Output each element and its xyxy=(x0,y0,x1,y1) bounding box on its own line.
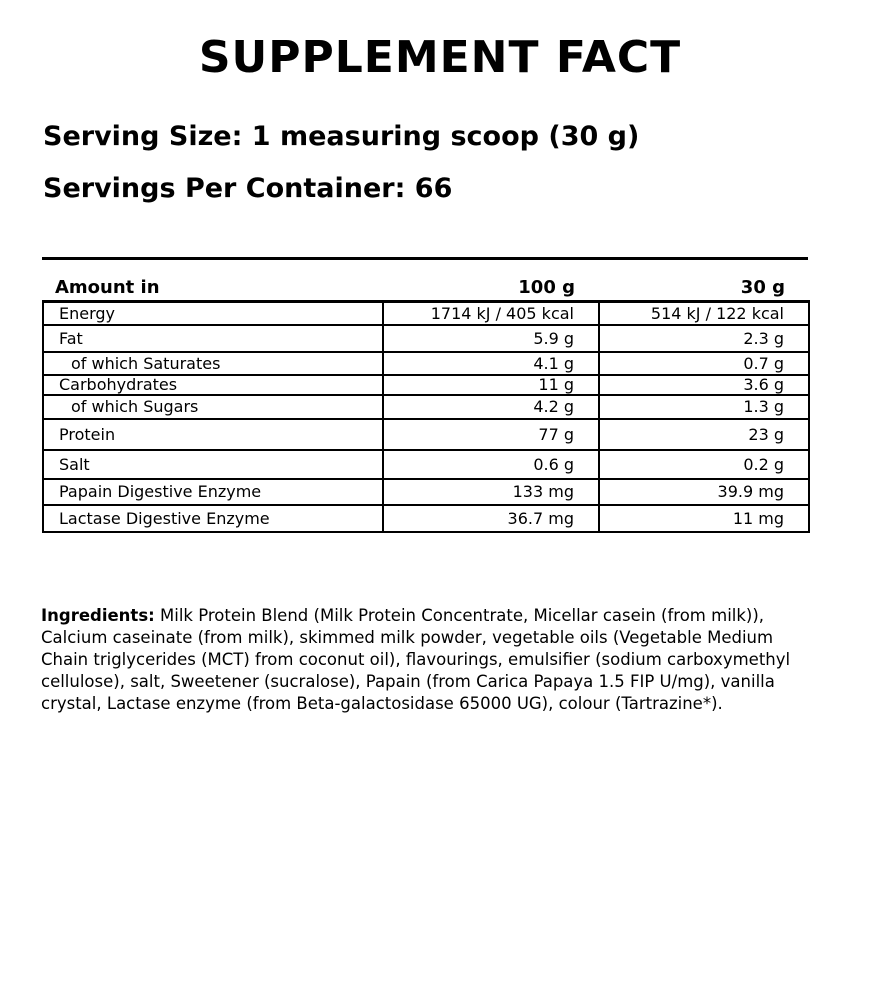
servings-per-container: Servings Per Container: 66 xyxy=(43,173,453,204)
ingredients-paragraph xyxy=(41,605,816,715)
table-row xyxy=(43,479,809,505)
row-label: Lactase Digestive Enzyme xyxy=(43,505,383,532)
row-value-per-30g: 23 g xyxy=(599,419,809,450)
ingredients-text: Milk Protein Blend (Milk Protein Concentrate, Micellar casein (from milk)), Calcium caseinate (from milk), skimmed milk powder, vegetable oils (Vegetable Medium Chain triglycerides (MCT) from coconut oil), flavourings, emulsifier (sodium carboxymethyl cellulose), salt, Sweetener (sucralose), Papain (from Carica Papaya 1.5 FIP U/mg), vanilla crystal, Lactase enzyme (from Beta-galactosidase 65000 UG), colour (Tartrazine*). xyxy=(41,606,791,713)
row-value-per-30g: 11 mg xyxy=(599,505,809,532)
table-row xyxy=(43,450,809,479)
row-label: of which Saturates xyxy=(43,352,383,375)
row-value-per-100g: 77 g xyxy=(383,419,599,450)
row-value-per-100g: 4.2 g xyxy=(383,395,599,419)
row-value-per-100g: 5.9 g xyxy=(383,325,599,352)
ingredients-label: Ingredients: xyxy=(41,606,155,625)
row-label: Fat xyxy=(43,325,383,352)
table-row xyxy=(43,395,809,419)
table-row xyxy=(43,505,809,532)
row-value-per-100g: 0.6 g xyxy=(383,450,599,479)
nutrition-table-container xyxy=(42,257,808,533)
row-value-per-100g: 11 g xyxy=(383,375,599,395)
header-per-100g: 100 g xyxy=(383,260,599,302)
header-per-30g: 30 g xyxy=(599,260,809,302)
row-label: of which Sugars xyxy=(43,395,383,419)
row-value-per-100g: 36.7 mg xyxy=(383,505,599,532)
table-row xyxy=(43,325,809,352)
row-label: Protein xyxy=(43,419,383,450)
page-title: SUPPLEMENT FACT xyxy=(198,32,682,83)
row-value-per-30g: 514 kJ / 122 kcal xyxy=(599,302,809,326)
row-value-per-100g: 133 mg xyxy=(383,479,599,505)
serving-size: Serving Size: 1 measuring scoop (30 g) xyxy=(43,121,640,152)
row-value-per-30g: 0.2 g xyxy=(599,450,809,479)
row-value-per-30g: 1.3 g xyxy=(599,395,809,419)
row-value-per-30g: 2.3 g xyxy=(599,325,809,352)
table-row xyxy=(43,375,809,395)
table-row xyxy=(43,352,809,375)
nutrition-table xyxy=(42,260,810,533)
table-row xyxy=(43,419,809,450)
row-label: Carbohydrates xyxy=(43,375,383,395)
table-row xyxy=(43,302,809,326)
row-value-per-30g: 39.9 mg xyxy=(599,479,809,505)
row-value-per-100g: 1714 kJ / 405 kcal xyxy=(383,302,599,326)
row-label: Energy xyxy=(43,302,383,326)
header-amount-in: Amount in xyxy=(43,260,383,302)
row-label: Papain Digestive Enzyme xyxy=(43,479,383,505)
row-value-per-30g: 3.6 g xyxy=(599,375,809,395)
row-value-per-100g: 4.1 g xyxy=(383,352,599,375)
row-value-per-30g: 0.7 g xyxy=(599,352,809,375)
row-label: Salt xyxy=(43,450,383,479)
table-header-row xyxy=(43,260,809,302)
